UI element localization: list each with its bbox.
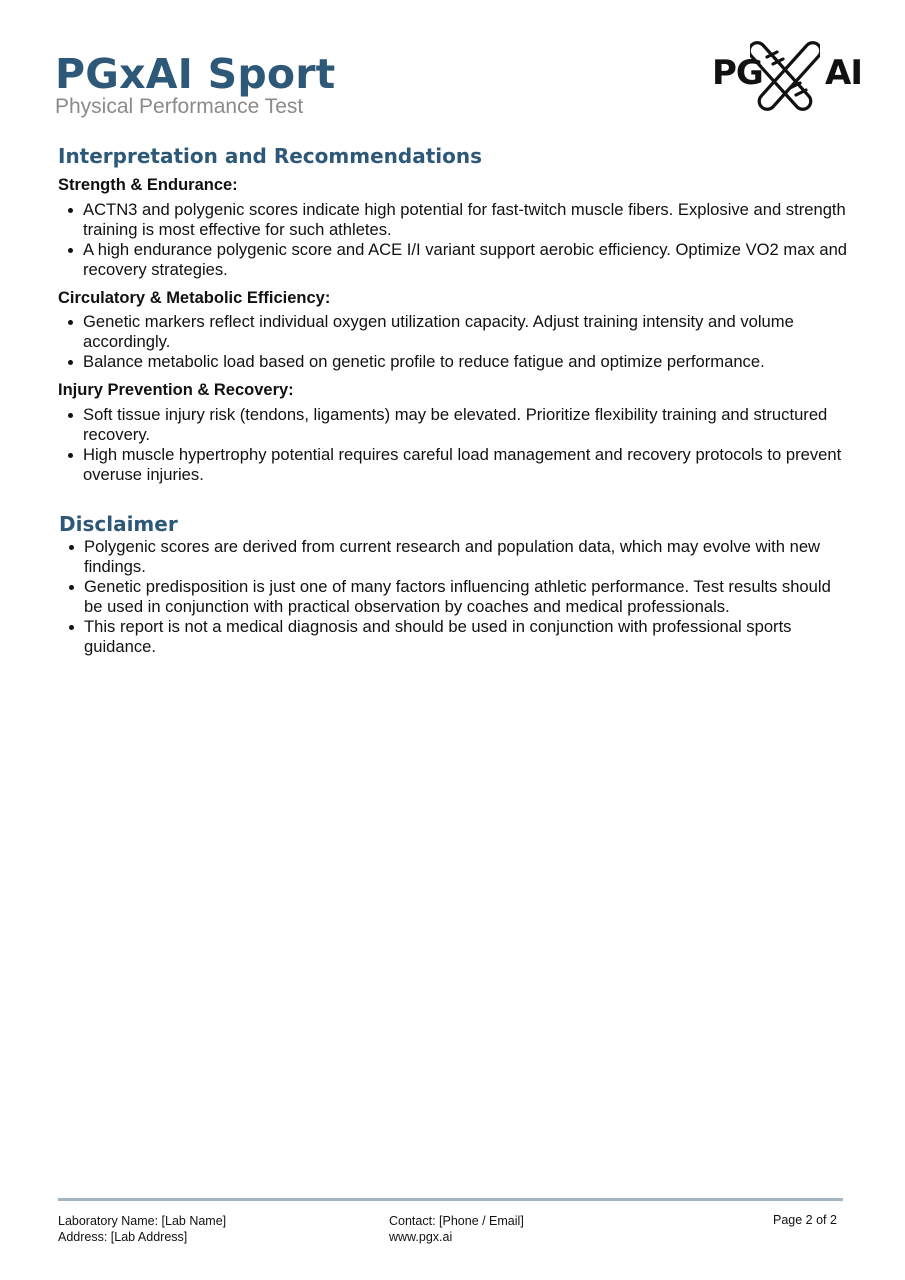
list-item: Soft tissue injury risk (tendons, ligaments) may be elevated. Prioritize flexibility training and structured recovery. <box>58 405 848 445</box>
group-injury-prevention <box>58 382 848 485</box>
website-link[interactable]: www.pgx.ai <box>389 1230 453 1244</box>
interpretation-heading: Interpretation and Recommendations <box>58 144 482 168</box>
group-title: Circulatory & Metabolic Efficiency: <box>58 288 331 307</box>
lab-name: Laboratory Name: [Lab Name] <box>58 1214 227 1228</box>
list-item: This report is not a medical diagnosis and should be used in conjunction with professional sports guidance. <box>59 617 849 657</box>
list-item: High muscle hypertrophy potential requires careful load management and recovery protocols to prevent overuse injuries. <box>58 445 848 485</box>
interpretation-section <box>58 146 848 493</box>
group-strength-endurance <box>58 177 848 280</box>
disclaimer-section <box>59 514 849 657</box>
group-circulatory-metabolic <box>58 290 848 373</box>
bullet-list <box>59 537 849 657</box>
list-item: Genetic predisposition is just one of many factors influencing athletic performance. Test results should be used in conjunction with practical observation by coaches and medical professionals. <box>59 577 849 617</box>
bullet-list <box>58 200 848 280</box>
list-item: Balance metabolic load based on genetic profile to reduce fatigue and optimize performance. <box>58 352 848 372</box>
page-number: Page 2 of 2 <box>773 1213 837 1227</box>
report-subtitle: Physical Performance Test <box>55 95 304 118</box>
lab-address: Address: [Lab Address] <box>58 1230 188 1244</box>
bullet-list <box>58 405 848 485</box>
logo-text-right: AI <box>825 53 862 93</box>
bullet-list <box>58 312 848 372</box>
logo-text-left: PG <box>712 53 763 93</box>
list-item: Polygenic scores are derived from current research and population data, which may evolve with new findings. <box>59 537 849 577</box>
list-item: Genetic markers reflect individual oxygen utilization capacity. Adjust training intensity and volume accordingly. <box>58 312 848 352</box>
list-item: ACTN3 and polygenic scores indicate high potential for fast-twitch muscle fibers. Explosive and strength training is most effective for such athletes. <box>58 200 848 240</box>
disclaimer-heading: Disclaimer <box>59 512 178 536</box>
list-item: A high endurance polygenic score and ACE I/I variant support aerobic efficiency. Optimize VO2 max and recovery strategies. <box>58 240 848 280</box>
dna-helix-icon <box>750 40 820 112</box>
contact: Contact: [Phone / Email] <box>389 1214 524 1228</box>
pgxai-logo <box>710 40 860 116</box>
group-title: Strength & Endurance: <box>58 176 238 194</box>
report-title: PGxAI Sport <box>55 50 336 98</box>
group-title: Injury Prevention & Recovery: <box>58 381 294 399</box>
footer-divider <box>58 1198 843 1201</box>
footer-lab-info <box>58 1213 226 1245</box>
footer-contact-info <box>389 1213 524 1245</box>
